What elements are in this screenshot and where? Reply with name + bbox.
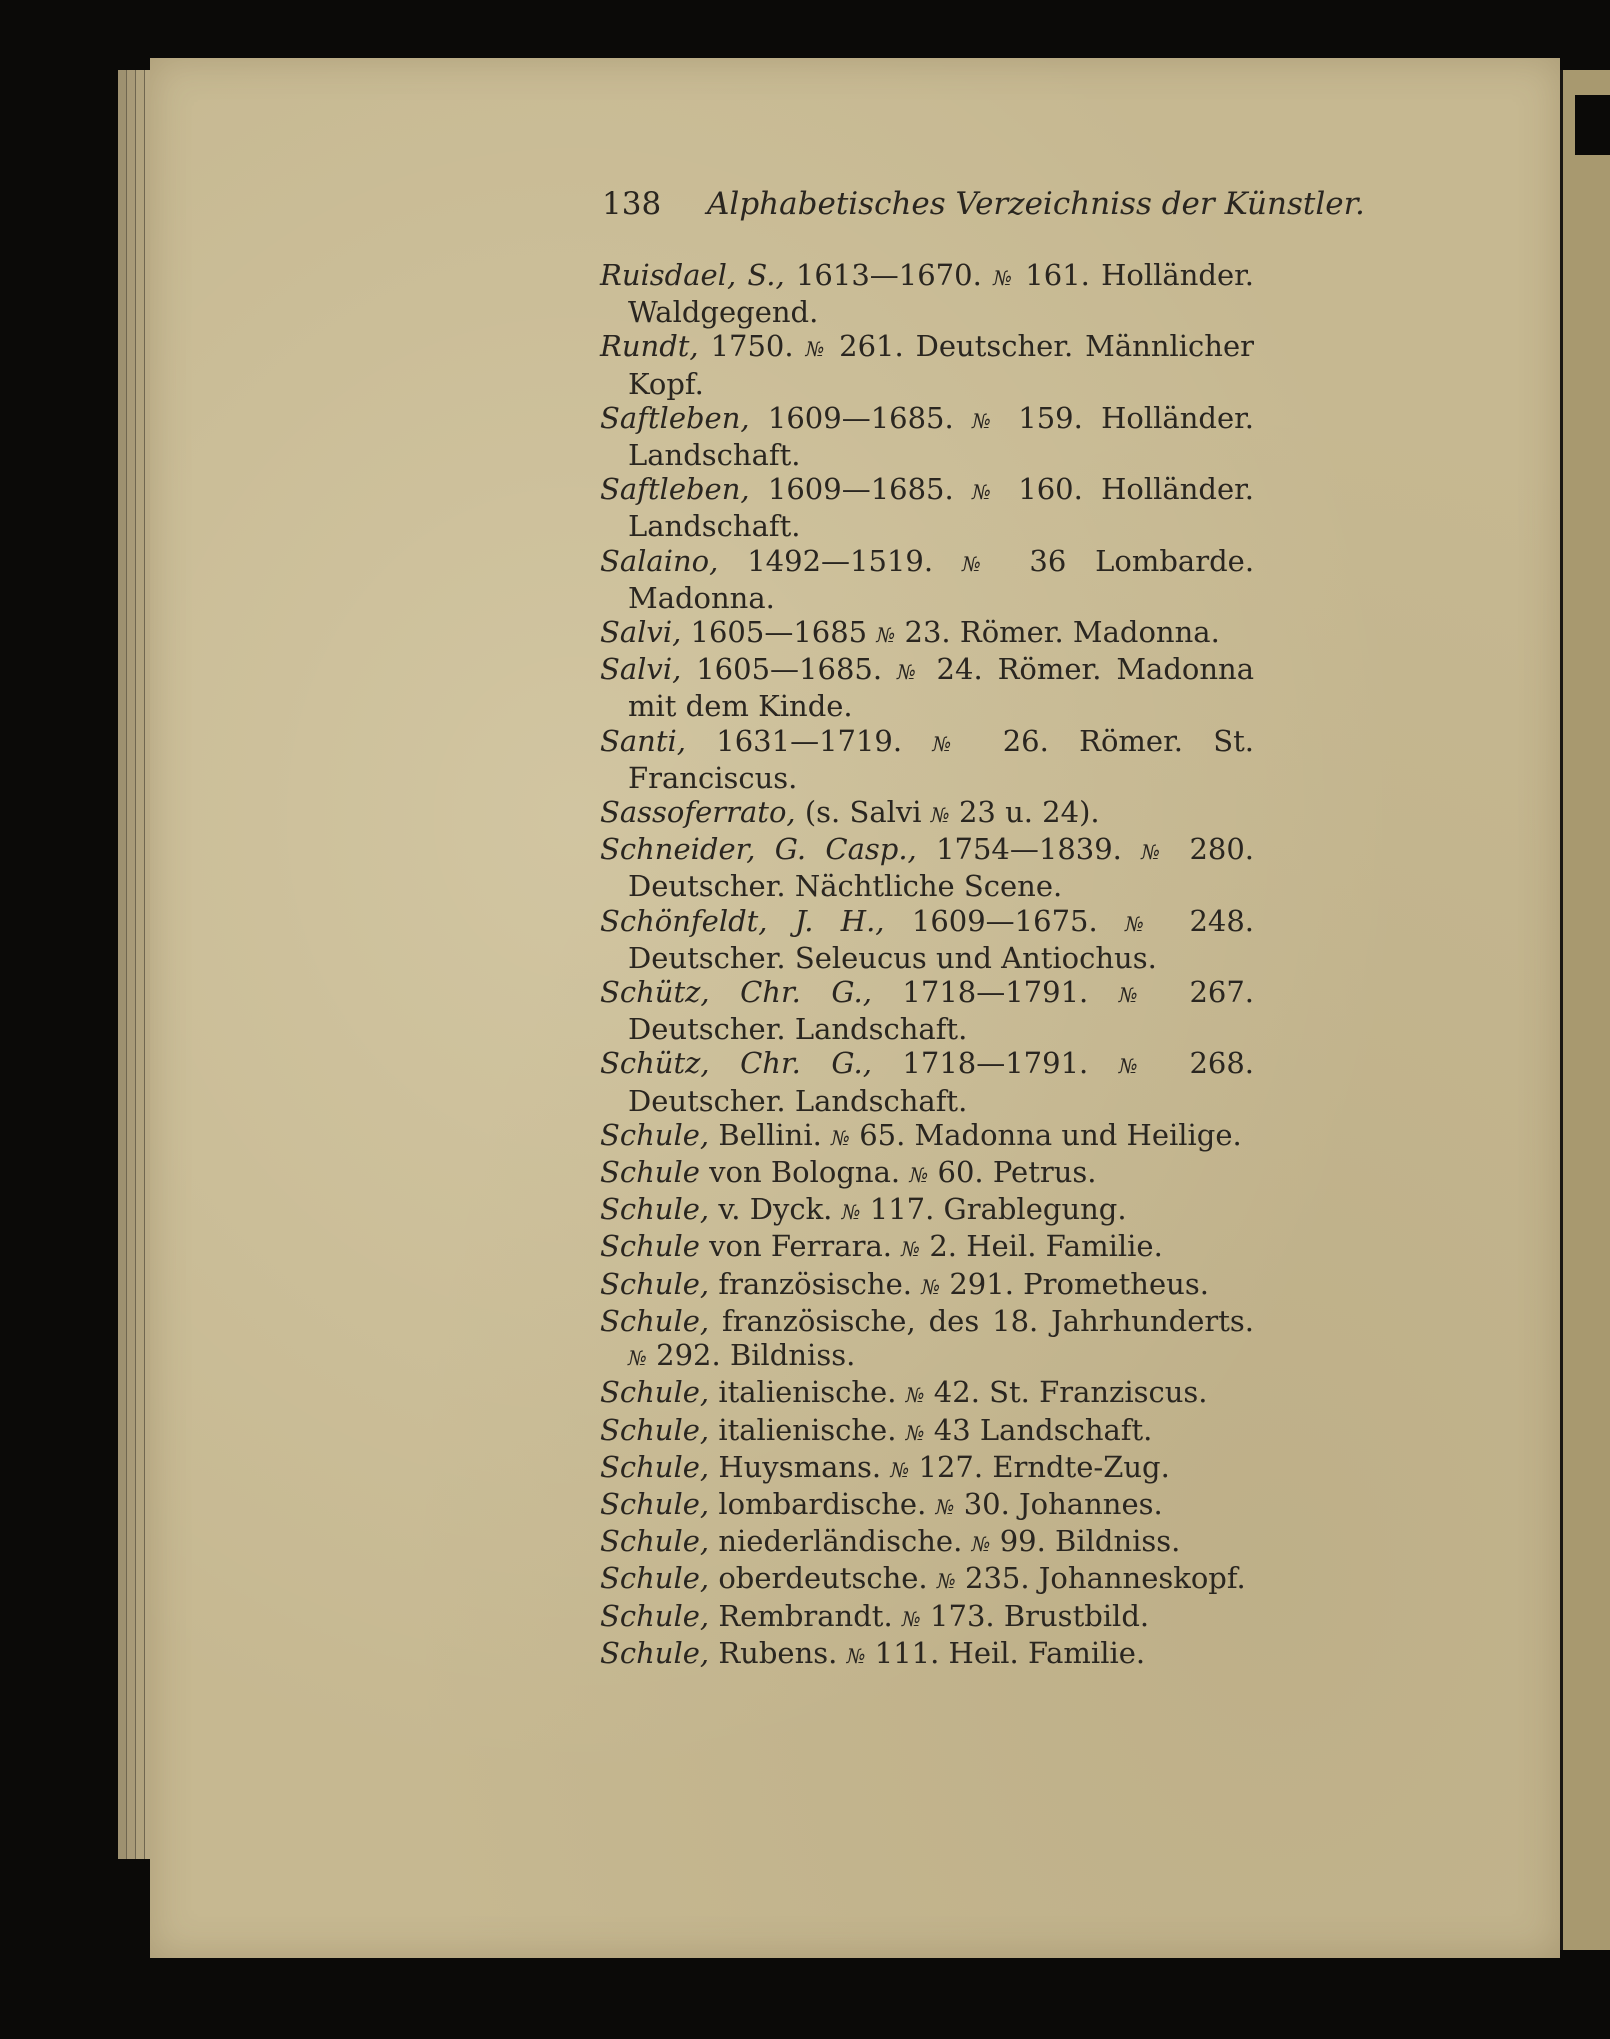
artist-name: Schule, bbox=[600, 1117, 710, 1152]
artist-name: Salvi, bbox=[600, 652, 682, 687]
index-entry bbox=[600, 1450, 1254, 1487]
entry-dates: oberdeutsche. bbox=[718, 1561, 928, 1596]
entry-dates: von Ferrara. bbox=[709, 1229, 892, 1264]
index-entry bbox=[600, 472, 1254, 543]
index-entry bbox=[600, 615, 1254, 652]
entry-description: 24. Römer. Madonna mit dem Kinde. bbox=[628, 652, 1255, 724]
number-sign: № bbox=[890, 1457, 910, 1482]
artist-name: Ruisdael, S., bbox=[600, 258, 785, 292]
artist-name: Sassoferrato, bbox=[600, 795, 796, 830]
entry-dates: 1609—1685. bbox=[767, 472, 954, 507]
index-entry bbox=[600, 1561, 1254, 1598]
index-entry bbox=[600, 1599, 1254, 1636]
number-sign: № bbox=[1125, 911, 1163, 936]
entry-description: 111. Heil. Familie. bbox=[874, 1635, 1146, 1670]
number-sign: № bbox=[972, 480, 1000, 505]
entry-description: 280. Deutscher. Nächtliche Scene. bbox=[628, 832, 1255, 904]
paper-page bbox=[150, 58, 1560, 1958]
artist-name: Schule, bbox=[600, 1486, 710, 1521]
entry-description: 173. Brustbild. bbox=[930, 1598, 1150, 1633]
index-entry bbox=[600, 975, 1254, 1046]
index-entry bbox=[600, 1636, 1254, 1673]
page-edge bbox=[127, 70, 136, 1859]
entry-description: 99. Bildniss. bbox=[999, 1524, 1181, 1559]
artist-name: Santi, bbox=[600, 723, 686, 758]
entry-description: 60. Petrus. bbox=[937, 1155, 1097, 1190]
index-entry bbox=[600, 1267, 1254, 1304]
index-entry bbox=[600, 1487, 1254, 1524]
entry-description: 291. Prometheus. bbox=[949, 1266, 1209, 1301]
entry-dates: italienische. bbox=[718, 1412, 897, 1447]
number-sign: № bbox=[971, 1532, 991, 1557]
artist-name: Schule, bbox=[600, 1192, 710, 1227]
entry-description: 26. Römer. St. Franciscus. bbox=[628, 723, 1254, 795]
number-sign: № bbox=[935, 1494, 955, 1519]
entry-dates: Rembrandt. bbox=[718, 1598, 893, 1633]
page-edge bbox=[118, 70, 127, 1859]
entry-description: 36 Lombarde. Madonna. bbox=[628, 543, 1255, 615]
number-sign: № bbox=[936, 1569, 956, 1594]
entry-dates: 1718—1791. bbox=[902, 1046, 1089, 1081]
index-entry bbox=[600, 724, 1254, 795]
artist-name: Schütz, Chr. G., bbox=[600, 1046, 872, 1081]
next-leaf-strip bbox=[1560, 70, 1610, 1950]
index-entry bbox=[600, 1524, 1254, 1561]
artist-name: Schneider, G. Casp., bbox=[600, 832, 917, 867]
number-sign: № bbox=[930, 803, 950, 828]
entry-description: 235. Johanneskopf. bbox=[965, 1561, 1246, 1596]
index-entry bbox=[600, 401, 1254, 472]
entry-description: 261. Deutscher. Männlicher Kopf. bbox=[628, 329, 1254, 401]
entry-dates: 1750. bbox=[710, 329, 794, 364]
entry-dates: Bellini. bbox=[718, 1117, 822, 1152]
entry-description: 127. Erndte-Zug. bbox=[918, 1449, 1170, 1484]
artist-name: Saftleben, bbox=[600, 472, 750, 507]
index-entry bbox=[600, 544, 1254, 615]
index-entry bbox=[600, 1046, 1254, 1117]
artist-name: Schütz, Chr. G., bbox=[600, 975, 872, 1010]
entry-dates: 1609—1685. bbox=[767, 400, 954, 435]
index-entry bbox=[600, 904, 1254, 975]
artist-name: Schule bbox=[600, 1229, 700, 1264]
entry-dates: italienische. bbox=[718, 1375, 897, 1410]
artist-index-list bbox=[600, 258, 1254, 1673]
entry-description: 267. Deutscher. Landschaft. bbox=[628, 975, 1255, 1047]
number-sign: № bbox=[876, 623, 896, 648]
entry-dates: 1605—1685 bbox=[690, 615, 868, 650]
number-sign: № bbox=[831, 1125, 850, 1150]
entry-description: 160. Holländer. Landschaft. bbox=[628, 472, 1254, 544]
entry-description: 117. Grablegung. bbox=[869, 1192, 1127, 1227]
entry-description: 159. Holländer. Landschaft. bbox=[628, 400, 1254, 473]
entry-dates: (s. Salvi bbox=[804, 795, 922, 830]
index-entry bbox=[600, 795, 1254, 832]
entry-dates: Rubens. bbox=[718, 1635, 838, 1670]
running-title: Alphabetisches Verzeichniss der Künstler. bbox=[707, 186, 1365, 222]
number-sign: № bbox=[905, 1420, 925, 1445]
index-entry bbox=[600, 1229, 1254, 1266]
number-sign: № bbox=[841, 1200, 861, 1225]
artist-name: Schule, bbox=[600, 1524, 710, 1559]
entry-dates: 1754—1839. bbox=[936, 832, 1122, 867]
torn-corner bbox=[1575, 95, 1610, 155]
index-entry bbox=[600, 329, 1254, 400]
number-sign: № bbox=[901, 1237, 921, 1262]
entry-description: 65. Madonna und Heilige. bbox=[859, 1117, 1242, 1152]
number-sign: № bbox=[1118, 983, 1159, 1008]
entry-description: 23. Römer. Madonna. bbox=[904, 615, 1220, 650]
number-sign: № bbox=[896, 660, 922, 685]
artist-name: Salaino, bbox=[600, 543, 719, 578]
number-sign: № bbox=[1118, 1054, 1159, 1079]
entry-description: 268. Deutscher. Landschaft. bbox=[628, 1046, 1255, 1118]
index-entry bbox=[600, 258, 1254, 329]
entry-description: 43 Landschaft. bbox=[933, 1412, 1153, 1447]
number-sign: № bbox=[921, 1274, 941, 1299]
number-sign: № bbox=[993, 266, 1015, 290]
artist-name: Schule, bbox=[600, 1449, 710, 1484]
artist-name: Schule bbox=[600, 1155, 700, 1190]
entry-dates: Huysmans. bbox=[718, 1449, 882, 1484]
entry-dates: lombardische. bbox=[718, 1486, 927, 1521]
number-sign: № bbox=[909, 1163, 929, 1188]
number-sign: № bbox=[1141, 840, 1171, 865]
artist-name: Schule, bbox=[600, 1266, 710, 1301]
artist-name: Schule, bbox=[600, 1598, 710, 1633]
entry-description: 161. Holländer. Waldgegend. bbox=[628, 258, 1255, 330]
entry-dates: von Bologna. bbox=[709, 1155, 901, 1190]
entry-dates: 1609—1675. bbox=[911, 903, 1098, 938]
artist-name: Rundt, bbox=[600, 329, 699, 364]
entry-description: 248. Deutscher. Seleucus und Antiochus. bbox=[628, 903, 1255, 975]
index-entry bbox=[600, 1155, 1254, 1192]
entry-dates: 1492—1519. bbox=[747, 543, 934, 578]
number-sign: № bbox=[905, 1383, 925, 1408]
entry-dates: 1631—1719. bbox=[716, 723, 903, 758]
entry-dates: v. Dyck. bbox=[718, 1192, 833, 1227]
entry-description: 23 u. 24). bbox=[958, 795, 1100, 830]
artist-name: Schönfeldt, J. H., bbox=[600, 903, 885, 938]
entry-description: 42. St. Franziscus. bbox=[933, 1375, 1208, 1410]
running-header bbox=[602, 186, 1365, 222]
page-edge bbox=[136, 70, 145, 1859]
entry-dates: französische. bbox=[718, 1266, 912, 1301]
index-entry bbox=[600, 652, 1254, 723]
number-sign: № bbox=[972, 408, 1000, 433]
number-sign: № bbox=[961, 551, 1001, 576]
artist-name: Saftleben, bbox=[600, 400, 750, 435]
artist-name: Schule, bbox=[600, 1375, 710, 1410]
page-content bbox=[150, 58, 1560, 1958]
number-sign: № bbox=[628, 1346, 647, 1371]
artist-name: Schule, bbox=[600, 1412, 710, 1447]
entry-dates: 1718—1791. bbox=[902, 975, 1089, 1010]
index-entry bbox=[600, 1413, 1254, 1450]
artist-name: Schule, bbox=[600, 1635, 710, 1670]
entry-description: 30. Johannes. bbox=[963, 1486, 1163, 1521]
index-entry bbox=[600, 1304, 1254, 1375]
number-sign: № bbox=[805, 337, 828, 362]
number-sign: № bbox=[932, 731, 973, 756]
artist-name: Schule, bbox=[600, 1561, 710, 1596]
index-entry bbox=[600, 1375, 1254, 1412]
index-entry bbox=[600, 1118, 1254, 1155]
entry-dates: französische, des 18. Jahrhunderts. bbox=[722, 1303, 1254, 1338]
entry-dates: 1605—1685. bbox=[696, 652, 883, 687]
index-entry bbox=[600, 1192, 1254, 1229]
artist-name: Salvi, bbox=[600, 615, 682, 650]
page-number: 138 bbox=[602, 186, 662, 222]
artist-name: Schule, bbox=[600, 1303, 710, 1338]
index-entry bbox=[600, 832, 1254, 903]
entry-description: 292. Bildniss. bbox=[656, 1338, 856, 1373]
entry-dates: niederländische. bbox=[718, 1524, 963, 1559]
entry-dates: 1613—1670. bbox=[795, 258, 982, 292]
entry-description: 2. Heil. Familie. bbox=[929, 1229, 1163, 1264]
number-sign: № bbox=[901, 1606, 921, 1631]
number-sign: № bbox=[846, 1643, 866, 1668]
